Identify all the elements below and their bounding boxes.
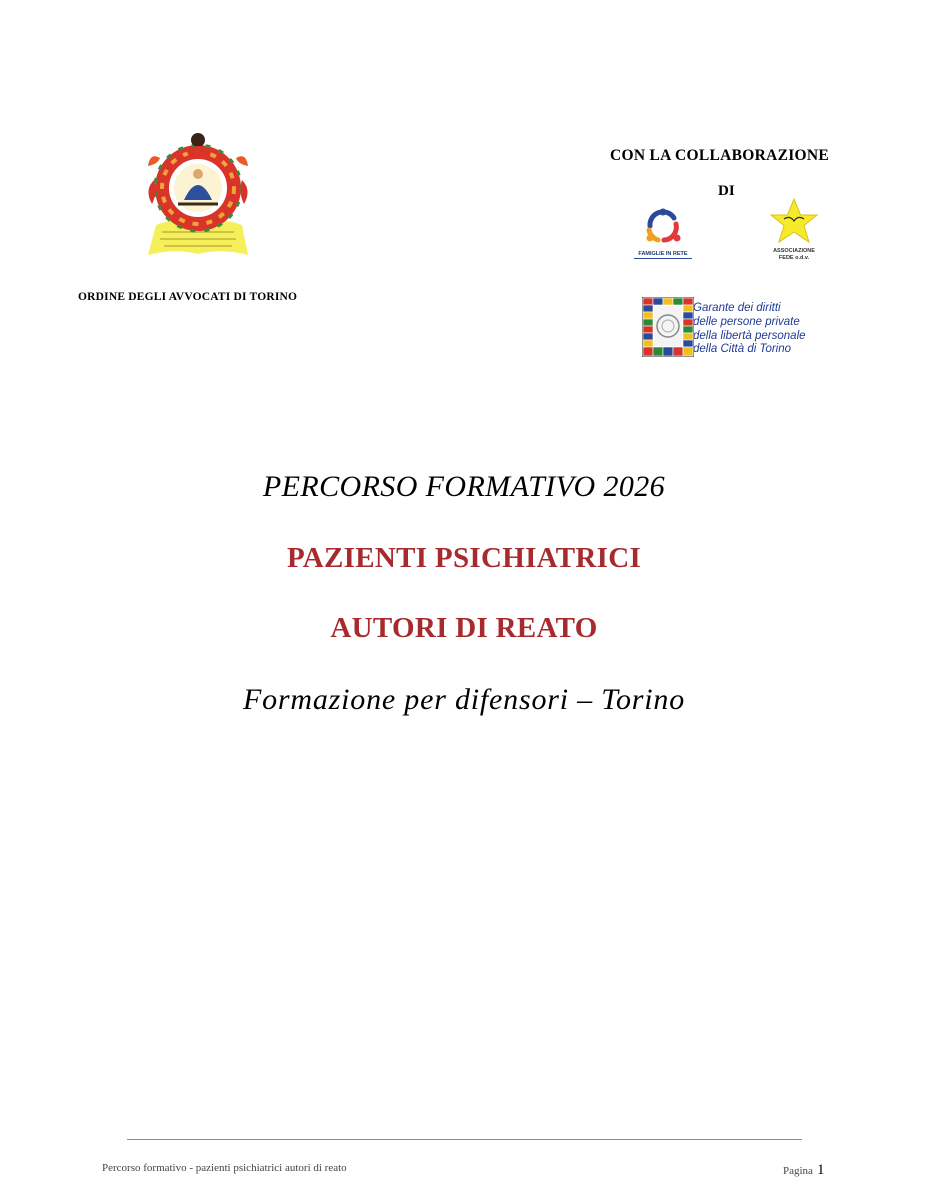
fede-caption-line2: FEDE o.d.v. [778, 255, 810, 261]
famiglie-caption: FAMIGLIE IN RETE [638, 251, 688, 257]
course-subtitle: Formazione per difensori – Torino [243, 683, 685, 716]
footer-document-title: Percorso formativo - pazienti psichiatrici autori di reato [102, 1162, 347, 1174]
garante-line-2: delle persone private [693, 315, 800, 328]
page-number: 1 [816, 1162, 825, 1178]
garante-text-block [693, 302, 833, 357]
collaboration-di-label: DI [718, 183, 735, 199]
footer-divider [127, 1139, 802, 1140]
organization-caption: ORDINE DEGLI AVVOCATI DI TORINO [78, 291, 298, 303]
famiglie-underline [634, 258, 692, 259]
topic-title-line-1: PAZIENTI PSICHIATRICI [286, 542, 642, 574]
garante-mosaic-logo [642, 297, 694, 357]
famiglie-in-rete-emblem-icon [630, 200, 696, 250]
associazione-fede-logo [764, 197, 824, 263]
fede-caption-line1: ASSOCIAZIONE [773, 248, 815, 254]
footer-page-indicator [783, 1161, 824, 1179]
course-title: PERCORSO FORMATIVO 2026 [262, 470, 666, 503]
famiglie-in-rete-logo [630, 200, 696, 262]
collaboration-heading: CON LA COLLABORAZIONE [610, 147, 830, 164]
garante-line-1: Garante dei diritti [693, 302, 781, 314]
garante-line-3: della libertà personale [693, 329, 806, 342]
fede-star-icon [764, 197, 824, 247]
page-label: Pagina [783, 1165, 813, 1177]
garante-line-4: della Città di Torino [693, 343, 792, 356]
topic-title-line-2: AUTORI DI REATO [330, 612, 598, 644]
bar-association-crest-logo [142, 130, 254, 270]
